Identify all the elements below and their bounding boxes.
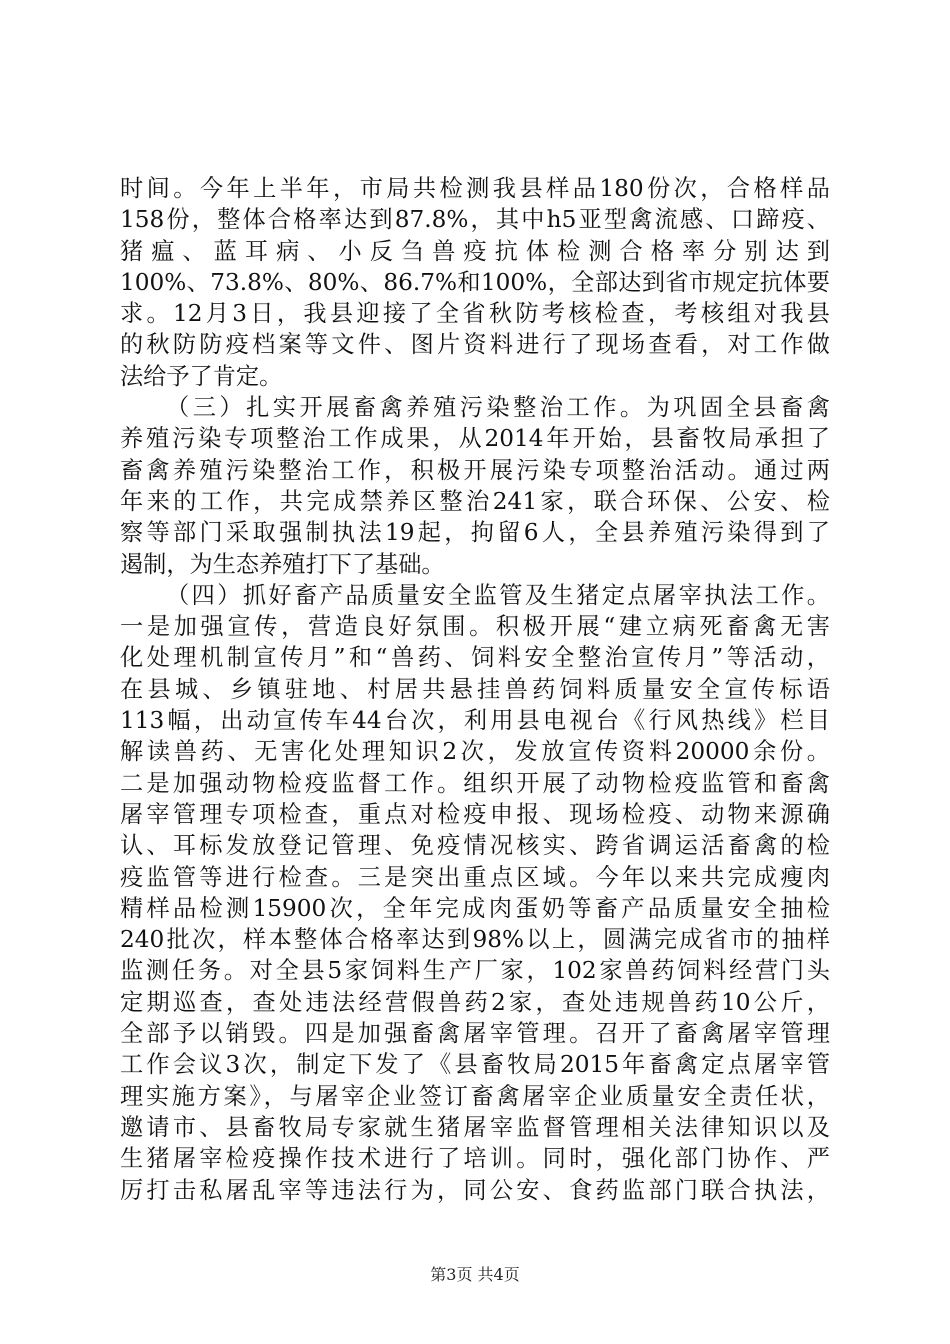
text-line: 一是加强宣传，营造良好氛围。积极开展“建立病死畜禽无害 [120,613,830,641]
text-line: 的秋防防疫档案等文件、图片资料进行了现场查看，对工作做 [120,331,830,359]
text-line: 在县城、乡镇驻地、村居共悬挂兽药饲料质量安全宣传标语 [120,675,830,703]
text-line: 全部予以销毁。四是加强畜禽屠宰管理。召开了畜禽屠宰管理 [120,1020,830,1048]
text-line: 遏制，为生态养殖打下了基础。 [120,550,445,578]
text-line: 畜禽养殖污染整治工作，积极开展污染专项整治活动。通过两 [120,456,830,484]
text-line: 疫监管等进行检查。三是突出重点区域。今年以来共完成瘦肉 [120,863,830,891]
text-line: 养殖污染专项整治工作成果，从2014年开始，县畜牧局承担了 [120,425,830,453]
text-line: （四）抓好畜产品质量安全监管及生猪定点屠宰执法工作。 [166,581,830,609]
text-line: 法给予了肯定。 [120,362,283,390]
text-line: 察等部门采取强制执法19起，拘留6人，全县养殖污染得到了 [120,519,830,547]
text-line: 二是加强动物检疫监督工作。组织开展了动物检疫监管和畜禽 [120,769,830,797]
text-line: 工作会议3次，制定下发了《县畜牧局2015年畜禽定点屠宰管 [120,1051,830,1079]
document-body [120,173,830,1206]
text-line: 100%、73.8%、80%、86.7%和100%，全部达到省市规定抗体要 [120,268,830,296]
text-line: 时间。今年上半年，市局共检测我县样品180份次，合格样品 [120,175,830,202]
text-line: 158份，整体合格率达到87.8%，其中h5亚型禽流感、口蹄疫、 [120,206,830,234]
text-line: 年来的工作，共完成禁养区整治241家，联合环保、公安、检 [120,487,830,515]
text-line: 解读兽药、无害化处理知识2次，发放宣传资料20000余份。 [120,738,830,766]
text-line: 精样品检测15900次，全年完成肉蛋奶等畜产品质量安全抽检 [120,894,830,922]
text-line: （三）扎实开展畜禽养殖污染整治工作。为巩固全县畜禽 [166,394,830,422]
text-line: 113幅，出动宣传车44台次，利用县电视台《行风热线》栏目 [120,707,830,735]
text-line: 理实施方案》，与屠宰企业签订畜禽屠宰企业质量安全责任状， [120,1082,830,1110]
text-line: 认、耳标发放登记管理、免疫情况核实、跨省调运活畜禽的检 [120,832,830,860]
text-line: 240批次，样本整体合格率达到98%以上，圆满完成省市的抽样 [120,926,830,954]
text-line: 邀请市、县畜牧局专家就生猪屠宰监督管理相关法律知识以及 [120,1113,830,1141]
text-line: 监测任务。对全县5家饲料生产厂家，102家兽药饲料经营门头 [120,957,830,985]
text-line: 求。12月3日，我县迎接了全省秋防考核检查，考核组对我县 [120,300,830,328]
text-line: 生猪屠宰检疫操作技术进行了培训。同时，强化部门协作、严 [120,1145,830,1173]
text-line: 猪瘟、蓝耳病、小反刍兽疫抗体检测合格率分别达到 [120,237,830,265]
text-line: 厉打击私屠乱宰等违法行为，同公安、食药监部门联合执法， [120,1176,830,1204]
page-footer: 第3页 共4页 [430,1265,520,1284]
text-line: 定期巡查，查处违法经营假兽药2家，查处违规兽药10公斤， [120,988,830,1016]
text-line: 屠宰管理专项检查，重点对检疫申报、现场检疫、动物来源确 [120,800,830,828]
text-line: 化处理机制宣传月”和“兽药、饲料安全整治宣传月”等活动， [120,644,830,672]
